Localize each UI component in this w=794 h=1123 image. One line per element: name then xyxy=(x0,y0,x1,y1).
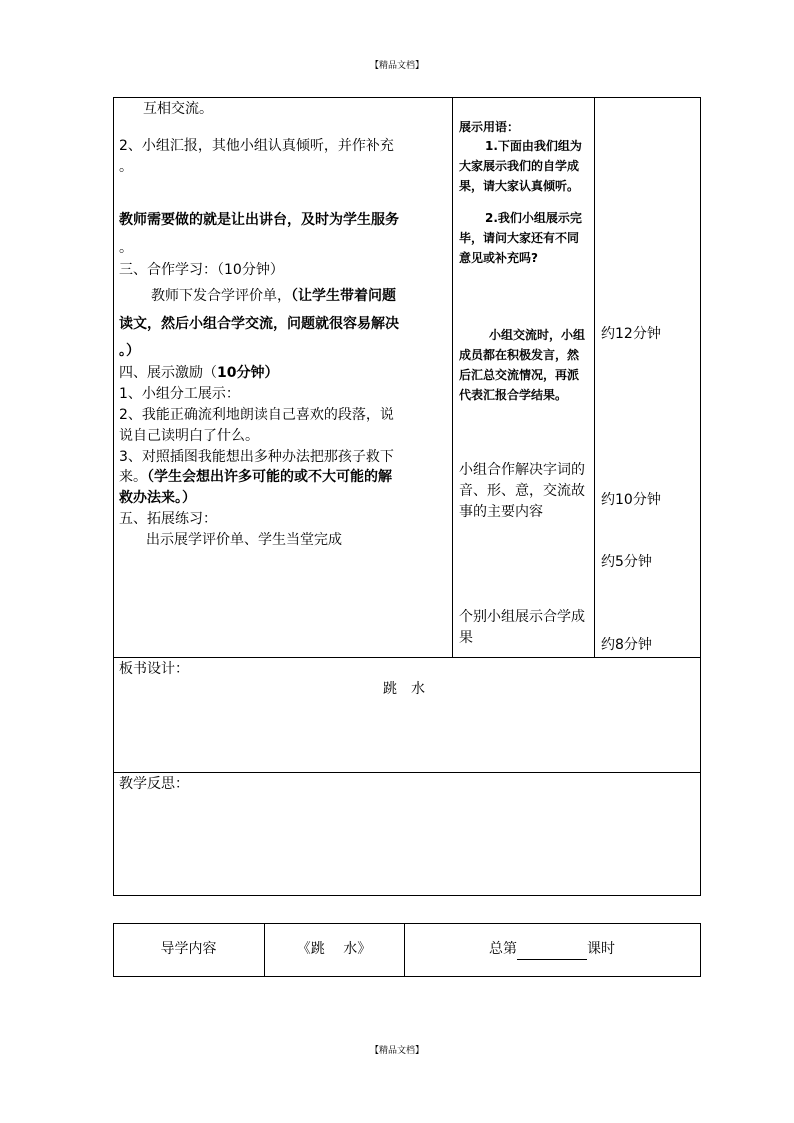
page-header-tag: 【精品文档】 xyxy=(369,61,424,71)
section-4-title-b: 10分钟） xyxy=(217,365,279,381)
show-item-1: 1、小组分工展示： xyxy=(119,386,240,402)
total-period-prefix: 总第 xyxy=(489,941,517,957)
section-5-title: 五、拓展练习： xyxy=(119,511,217,527)
table-top-border xyxy=(113,97,701,98)
row-divider-board xyxy=(113,657,701,658)
show-item-3b-a: 来。 xyxy=(119,469,147,485)
section-4-title-a: 四、展示激励（ xyxy=(119,365,217,381)
period-number-blank xyxy=(517,945,587,960)
step-text-period: 。 xyxy=(119,159,133,175)
time-5min: 约5分钟 xyxy=(601,554,652,570)
show-item-3: 3、对照插图我能想出多种办法把那孩子救下 xyxy=(119,449,394,465)
col-divider-2 xyxy=(594,97,595,658)
show-item-3c: 救办法来。） xyxy=(119,490,196,506)
col-divider-1 xyxy=(452,97,453,658)
time-12min: 约12分钟 xyxy=(601,326,661,342)
info-table-right xyxy=(700,923,701,977)
teaching-reflection-label: 教学反思： xyxy=(119,776,189,792)
coop-line-1 xyxy=(151,286,396,307)
table-right-border xyxy=(700,97,701,896)
info-table-bottom xyxy=(113,976,701,977)
group-show-result: 个别小组展示合学成果 xyxy=(459,609,585,646)
board-design-label: 板书设计： xyxy=(119,661,189,677)
show-phrase-1: 1.下面由我们组为大家展示我们的自学成果，请大家认真倾听。 xyxy=(459,139,582,193)
show-item-2b: 说自己读明白了什么。 xyxy=(119,428,259,444)
table-left-border xyxy=(113,97,114,896)
section-4-title xyxy=(119,363,278,384)
time-8min: 约8分钟 xyxy=(601,637,652,653)
show-item-2: 2、我能正确流利地朗读自己喜欢的段落，说 xyxy=(119,407,394,423)
info-table-top xyxy=(113,923,701,924)
show-phrase-title: 展示用语： xyxy=(459,120,520,134)
group-coop-note: 小组合作解决字词的音、形、意，交流故事的主要内容 xyxy=(459,462,585,520)
board-design-title: 跳 水 xyxy=(383,681,425,697)
extension-text: 出示展学评价单、学生当堂完成 xyxy=(146,532,342,548)
show-item-3b xyxy=(119,467,392,488)
teacher-note: 教师需要做的就是让出讲台，及时为学生服务 xyxy=(119,212,399,228)
page-footer-tag: 【精品文档】 xyxy=(369,1046,424,1056)
coop-line-1b: （让学生带着问题 xyxy=(291,288,396,304)
step-text-exchange: 互相交流。 xyxy=(143,101,213,117)
row-divider-reflect xyxy=(113,772,701,773)
total-period-suffix: 课时 xyxy=(587,941,615,957)
coop-line-2: 读文，然后小组合学交流，问题就很容易解决 xyxy=(119,316,399,332)
coop-line-1a: 教师下发合学评价单， xyxy=(151,288,291,304)
lesson-title-cell: 《跳 水》 xyxy=(296,941,372,957)
time-10min: 约10分钟 xyxy=(601,492,661,508)
step-text-report: 2、小组汇报，其他小组认真倾听，并作补充 xyxy=(119,138,394,154)
show-item-3b-b: （学生会想出许多可能的或不大可能的解 xyxy=(147,469,392,485)
show-phrase-2: 2.我们小组展示完毕，请问大家还有不同意见或补充吗? xyxy=(459,211,582,265)
teacher-note-period: 。 xyxy=(119,240,133,256)
guide-content-label: 导学内容 xyxy=(160,941,217,957)
total-period-cell xyxy=(404,939,700,960)
table-bottom-border xyxy=(113,895,701,896)
group-exchange-note: 小组交流时，小组成员都在积极发言，然后汇总交流情况，再派代表汇报合学结果。 xyxy=(459,328,586,402)
coop-line-3: 。） xyxy=(119,343,140,359)
section-3-title: 三、合作学习：（10分钟） xyxy=(119,262,284,278)
